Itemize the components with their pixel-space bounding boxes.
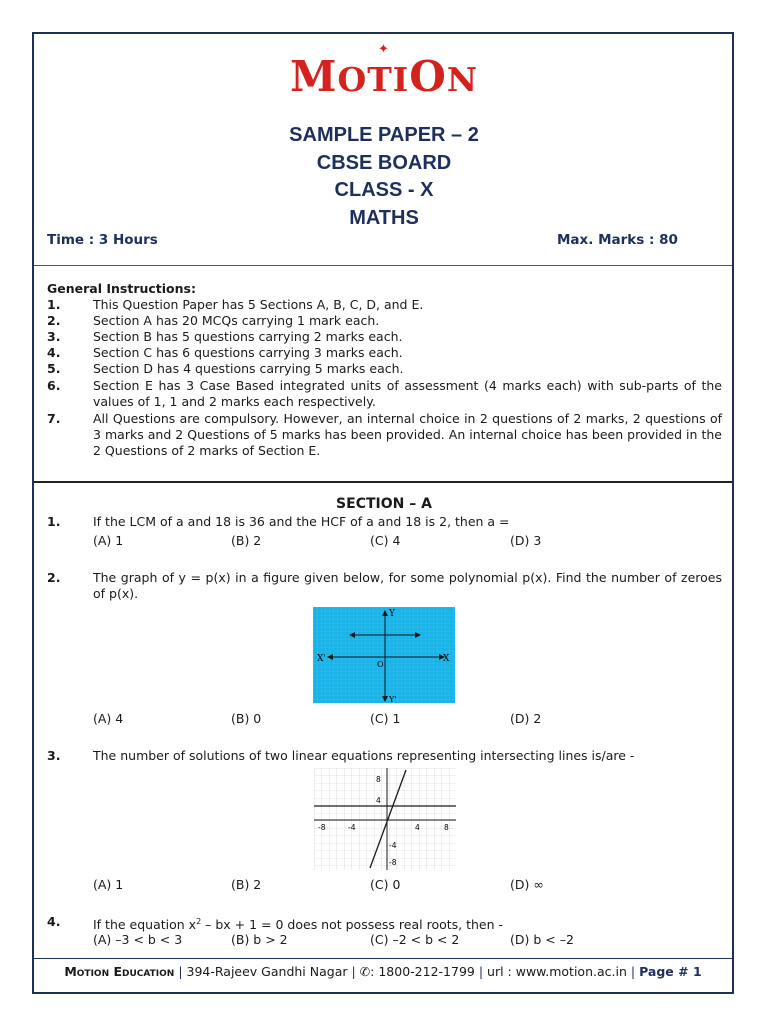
time-label: Time : 3 Hours [47, 232, 158, 248]
option-b[interactable]: (B) 2 [231, 877, 262, 892]
instruction-num: 3. [47, 329, 61, 344]
instruction-item [47, 297, 722, 313]
instruction-text: Section D has 4 questions carrying 5 marks each. [93, 361, 404, 376]
y-tick-label: 4 [376, 796, 381, 805]
exponent: 2 [196, 917, 202, 926]
graph-background [313, 607, 455, 703]
instruction-num: 4. [47, 345, 61, 360]
separator: | [630, 964, 636, 979]
instruction-text: Section B has 5 questions carrying 2 marks each. [93, 329, 403, 344]
x-tick-label: 4 [415, 823, 420, 832]
axis-label-y-neg: Y' [389, 695, 397, 703]
option-c[interactable]: (C) 4 [370, 533, 401, 548]
instructions-title: General Instructions: [47, 281, 196, 296]
question-num: 2. [47, 570, 61, 585]
option-a[interactable]: (A) 1 [93, 877, 124, 892]
question-num: 1. [47, 514, 61, 529]
motion-logo: MOTION [289, 52, 478, 101]
title-line: CBSE BOARD [316, 151, 452, 174]
instruction-item [47, 378, 722, 410]
section-title: SECTION – A [336, 496, 432, 512]
option-c[interactable]: (C) 1 [370, 711, 401, 726]
instruction-num: 1. [47, 297, 61, 312]
instruction-item [47, 345, 722, 361]
intersecting-lines-figure [314, 768, 456, 870]
instruction-text: Section E has 3 Case Based integrated units of assessment (4 marks each) with sub-parts of the values of 1, 1 and 2 marks each respectively. [93, 378, 722, 410]
y-tick-label: -4 [389, 841, 397, 850]
instruction-num: 7. [47, 411, 61, 426]
title-line: MATHS [349, 206, 419, 229]
question-2 [47, 570, 722, 602]
x-tick-label: -8 [318, 823, 326, 832]
instruction-item [47, 361, 722, 377]
option-c[interactable]: (C) –2 < b < 2 [370, 932, 460, 947]
page-number: Page # 1 [639, 964, 702, 979]
separator: | [478, 964, 484, 979]
instruction-num: 5. [47, 361, 61, 376]
axis-label-y: Y [389, 609, 395, 619]
instruction-text: This Question Paper has 5 Sections A, B, C, D, and E. [93, 297, 424, 312]
question-text: The graph of y = p(x) in a figure given below, for some polynomial p(x). Find the number of zeroes of p(x). [93, 570, 722, 602]
footer-url[interactable]: url : www.motion.ac.in [487, 964, 627, 979]
instruction-num: 6. [47, 378, 61, 393]
graph-grid [314, 768, 456, 870]
question-num: 4. [47, 914, 61, 929]
divider [34, 265, 732, 266]
option-a[interactable]: (A) 1 [93, 533, 124, 548]
option-b[interactable]: (B) 0 [231, 711, 262, 726]
option-d[interactable]: (D) b < –2 [510, 932, 574, 947]
y-tick-label: 8 [376, 775, 381, 784]
question-1 [47, 514, 722, 530]
x-tick-label: 8 [444, 823, 449, 832]
footer-address: 394-Rajeev Gandhi Nagar [186, 964, 348, 979]
option-d[interactable]: (D) 3 [510, 533, 542, 548]
option-d[interactable]: (D) 2 [510, 711, 542, 726]
instruction-num: 2. [47, 313, 61, 328]
page-footer [34, 958, 732, 985]
separator: | [351, 964, 356, 979]
title-line: SAMPLE PAPER – 2 [289, 124, 479, 146]
option-d[interactable]: (D) ∞ [510, 877, 544, 892]
phone-icon: ✆ [359, 964, 371, 979]
footer-phone: : 1800-212-1799 [370, 964, 475, 979]
option-c[interactable]: (C) 0 [370, 877, 401, 892]
option-a[interactable]: (A) –3 < b < 3 [93, 932, 183, 947]
instruction-text: All Questions are compulsory. However, an internal choice in 2 questions of 2 marks, 2 questions of 3 marks and 2 Questions of 5 marks has been provided. An internal choice has been provided in the 2 Questions of 2 marks of Section E. [93, 411, 722, 459]
title-line: CLASS - X [334, 179, 434, 201]
y-tick-label: -8 [389, 858, 397, 867]
instruction-item [47, 411, 722, 460]
max-marks-label: Max. Marks : 80 [557, 232, 678, 248]
instruction-text: Section C has 6 questions carrying 3 marks each. [93, 345, 403, 360]
axis-label-x: X [443, 654, 450, 664]
question-4 [47, 914, 722, 933]
option-b[interactable]: (B) b > 2 [231, 932, 288, 947]
footer-brand: Motion Education [64, 964, 175, 979]
question-text-part: – bx + 1 = 0 does not possess real roots, then - [201, 917, 504, 933]
separator: | [178, 964, 183, 979]
instruction-text: Section A has 20 MCQs carrying 1 mark each. [93, 313, 380, 328]
option-b[interactable]: (B) 2 [231, 533, 262, 548]
question-num: 3. [47, 748, 61, 763]
polynomial-graph-figure [313, 607, 455, 703]
divider [34, 481, 732, 483]
question-text [93, 914, 722, 933]
origin-label: O [377, 660, 384, 669]
axis-label-x-neg: X' [317, 654, 326, 664]
question-3 [47, 748, 722, 764]
option-a[interactable]: (A) 4 [93, 711, 124, 726]
paper-titles [0, 122, 768, 232]
question-text: The number of solutions of two linear equations representing intersecting lines is/are - [93, 748, 635, 763]
instruction-item [47, 329, 722, 345]
instruction-item [47, 313, 722, 329]
x-tick-label: -4 [348, 823, 356, 832]
logo-runner-icon: ✦ [378, 42, 389, 57]
question-text: If the LCM of a and 18 is 36 and the HCF of a and 18 is 2, then a = [93, 514, 510, 529]
question-text-part: If the equation x [93, 917, 197, 933]
